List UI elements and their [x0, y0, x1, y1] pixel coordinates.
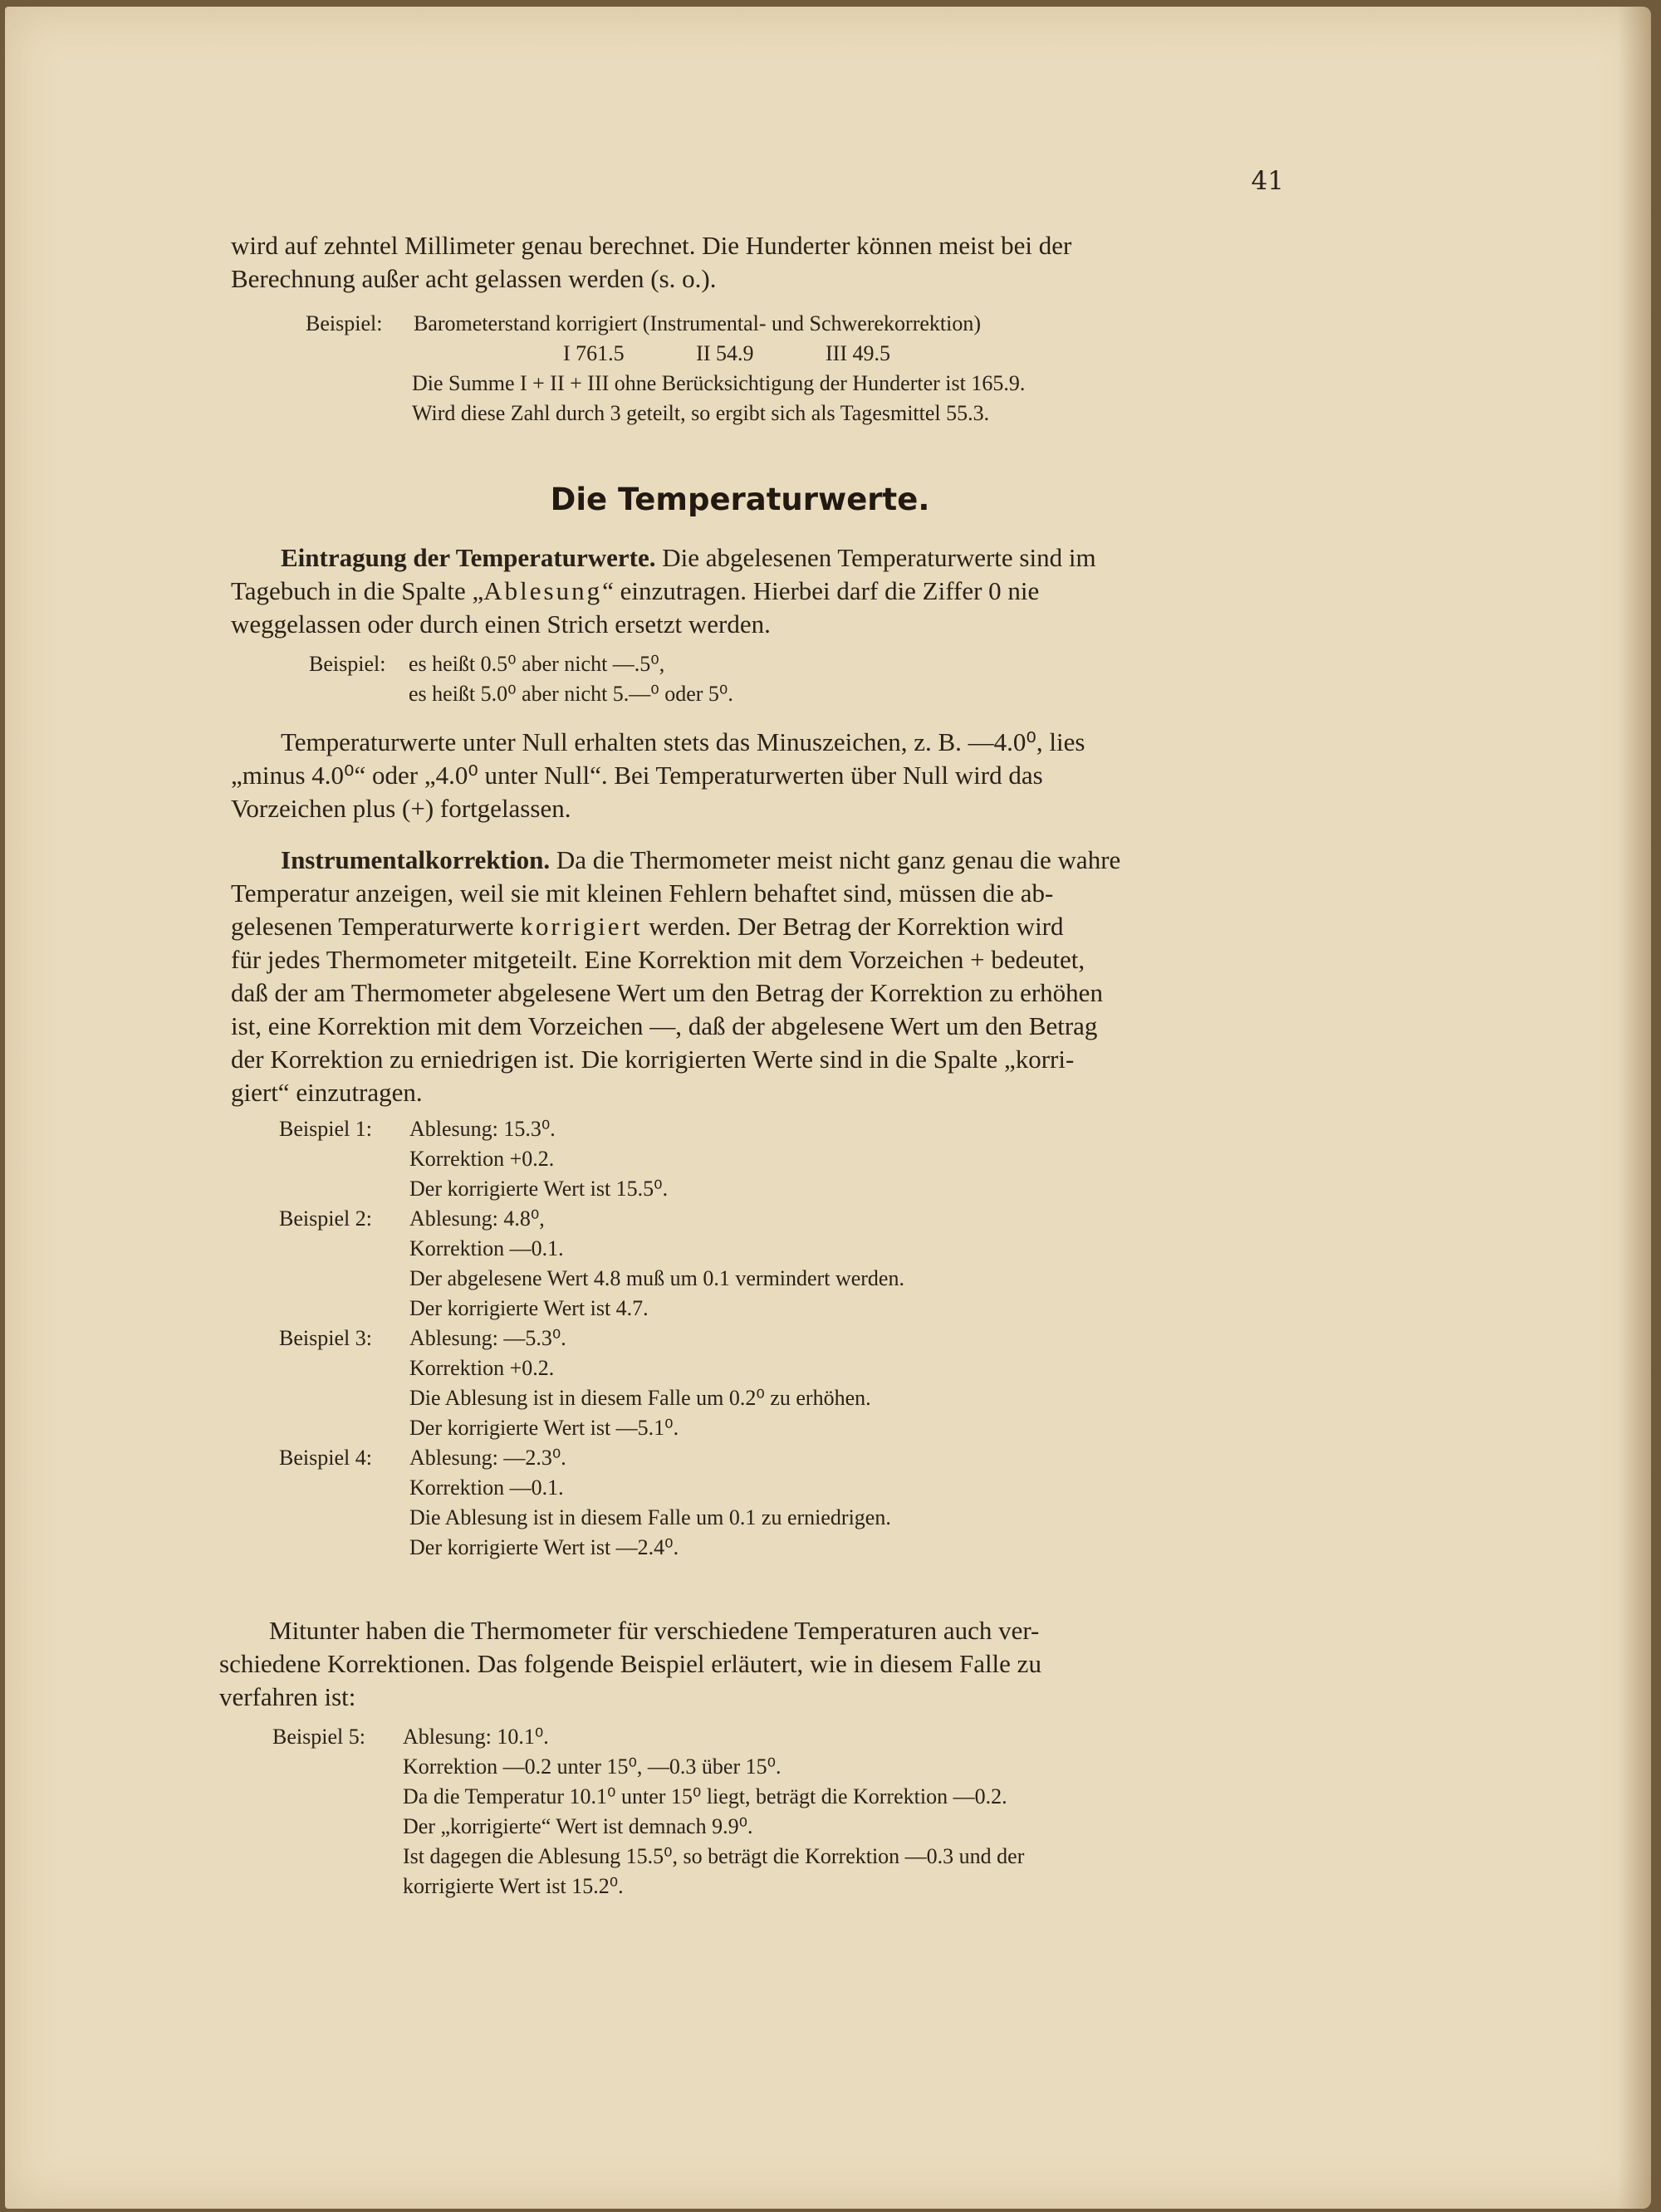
page-number: 41: [1251, 166, 1284, 196]
eintragung-spaced-word: Ablesung: [483, 576, 603, 605]
eintragung-line-1-rest: Die abgelesenen Temperaturwerte sind im: [655, 543, 1096, 572]
example-5-line: Ablesung: 10.1⁰.: [403, 1725, 549, 1749]
minus-line-1: Temperaturwerte unter Null erhalten stets das Minuszeichen, z. B. —4.0⁰, lies: [281, 727, 1085, 756]
example-1-label: Beispiel 1:: [279, 1117, 372, 1141]
barometer-example-label: Beispiel:: [306, 311, 383, 335]
example-3-line: Der korrigierte Wert ist —5.1⁰.: [409, 1416, 679, 1440]
example-4-line: Ablesung: —2.3⁰.: [409, 1446, 566, 1470]
example-1-line: Korrektion +0.2.: [409, 1147, 555, 1171]
example-5-line: korrigierte Wert ist 15.2⁰.: [403, 1874, 624, 1898]
instrumental-runin: Instrumentalkorrektion.: [281, 845, 551, 874]
barometer-example-line-3: Die Summe I + II + III ohne Berücksichtigung der Hunderter ist 165.9.: [412, 371, 1026, 395]
instrumental-line-8: giert“ einzutragen.: [231, 1078, 423, 1107]
example-3-label: Beispiel 3:: [279, 1326, 372, 1350]
ziffer-example-line-1: es heißt 0.5⁰ aber nicht —.5⁰,: [409, 652, 665, 676]
example-1-line: Der korrigierte Wert ist 15.5⁰.: [409, 1177, 669, 1201]
eintragung-runin: Eintragung der Temperaturwerte.: [281, 543, 656, 572]
mitunter-line-3: verfahren ist:: [219, 1682, 356, 1711]
eintragung-paragraph: [231, 541, 1269, 641]
eintragung-line-1: [231, 541, 1269, 575]
mitunter-line-1: Mitunter haben die Thermometer für verschiedene Temperaturen auch ver-: [269, 1616, 1040, 1645]
instrumental-line-1: [231, 844, 1269, 877]
instrumental-line-6: ist, eine Korrektion mit dem Vorzeichen —, daß der abgelesene Wert um den Betrag: [231, 1011, 1098, 1040]
example-3-line: Korrektion +0.2.: [409, 1356, 555, 1380]
instrumental-spaced-word: korrigiert: [520, 912, 643, 941]
barometer-value-1: I 761.5: [563, 341, 625, 365]
ziffer-example-label: Beispiel:: [309, 652, 386, 676]
instrumental-paragraph: [231, 844, 1269, 1109]
example-2-line: Korrektion —0.1.: [409, 1236, 564, 1260]
instrumental-line-7: der Korrektion zu erniedrigen ist. Die korrigierten Werte sind in die Spalte „korri-: [231, 1045, 1075, 1074]
instrumental-line-3-a: gelesenen Temperaturwerte: [231, 912, 521, 941]
intro-line-2: Berechnung außer acht gelassen werden (s. o.).: [231, 264, 717, 293]
minus-paragraph: [231, 726, 1269, 825]
ziffer-example-line-2: es heißt 5.0⁰ aber nicht 5.—⁰ oder 5⁰.: [409, 682, 733, 706]
minus-line-2: „minus 4.0⁰“ oder „4.0⁰ unter Null“. Bei Temperaturwerten über Null wird das: [231, 761, 1043, 790]
barometer-value-2: II 54.9: [696, 341, 754, 365]
example-2-line: Der korrigierte Wert ist 4.7.: [409, 1296, 649, 1320]
example-5-line: Ist dagegen die Ablesung 15.5⁰, so beträgt die Korrektion —0.3 und der: [403, 1844, 1025, 1868]
example-3: [279, 1324, 1276, 1443]
example-5-label: Beispiel 5:: [272, 1725, 365, 1749]
book-page: [5, 7, 1651, 2209]
barometer-example-line-1: Barometerstand korrigiert (Instrumental- und Schwerekorrektion): [414, 311, 981, 335]
example-5-line: Da die Temperatur 10.1⁰ unter 15⁰ liegt, beträgt die Korrektion —0.2.: [403, 1784, 1007, 1808]
instrumental-line-4: für jedes Thermometer mitgeteilt. Eine Korrektion mit dem Vorzeichen + bedeutet,: [231, 945, 1085, 974]
ziffer-example: [309, 649, 1056, 709]
section-heading: Die Temperaturwerte.: [550, 482, 930, 517]
intro-paragraph: [231, 229, 1269, 296]
correction-examples: [279, 1114, 1276, 1563]
eintragung-line-2: [231, 575, 1269, 608]
example-2-line: Der abgelesene Wert 4.8 muß um 0.1 vermindert werden.: [409, 1266, 904, 1290]
example-4-label: Beispiel 4:: [279, 1446, 372, 1470]
instrumental-line-2: Temperatur anzeigen, weil sie mit kleinen Fehlern behaftet sind, müssen die ab-: [231, 878, 1054, 908]
example-2-line: Ablesung: 4.8⁰,: [409, 1206, 545, 1231]
example-5-line: Korrektion —0.2 unter 15⁰, —0.3 über 15⁰.: [403, 1754, 782, 1779]
minus-line-3: Vorzeichen plus (+) fortgelassen.: [231, 794, 571, 823]
example-3-line: Ablesung: —5.3⁰.: [409, 1326, 566, 1350]
example-4: [279, 1443, 1276, 1563]
example-3-line: Die Ablesung ist in diesem Falle um 0.2⁰ zu erhöhen.: [409, 1386, 871, 1410]
intro-line-1: wird auf zehntel Millimeter genau berechnet. Die Hunderter können meist bei der: [231, 231, 1072, 260]
example-2: [279, 1204, 1276, 1324]
instrumental-line-5: daß der am Thermometer abgelesene Wert um den Betrag der Korrektion zu erhöhen: [231, 978, 1103, 1007]
example-4-line: Der korrigierte Wert ist —2.4⁰.: [409, 1535, 679, 1559]
example-5: [272, 1722, 1294, 1901]
eintragung-line-2-a: Tagebuch in die Spalte „: [231, 576, 484, 605]
barometer-value-3: III 49.5: [826, 341, 890, 365]
example-4-line: Korrektion —0.1.: [409, 1475, 564, 1500]
instrumental-line-3: [231, 910, 1269, 943]
barometer-example-line-4: Wird diese Zahl durch 3 geteilt, so ergibt sich als Tagesmittel 55.3.: [412, 401, 990, 425]
example-1: [279, 1114, 1276, 1204]
instrumental-line-1-rest: Da die Thermometer meist nicht ganz genau die wahre: [550, 845, 1121, 874]
barometer-example: [306, 309, 1286, 428]
example-5-line: Der „korrigierte“ Wert ist demnach 9.9⁰.: [403, 1814, 753, 1838]
example-4-line: Die Ablesung ist in diesem Falle um 0.1 zu erniedrigen.: [409, 1505, 891, 1529]
example-2-label: Beispiel 2:: [279, 1206, 372, 1231]
mitunter-line-2: schiedene Korrektionen. Das folgende Beispiel erläutert, wie in diesem Falle zu: [219, 1649, 1041, 1678]
mitunter-paragraph: [219, 1614, 1257, 1714]
barometer-values: [306, 339, 1286, 369]
example-1-line: Ablesung: 15.3⁰.: [409, 1117, 556, 1141]
eintragung-line-3: weggelassen oder durch einen Strich ersetzt werden.: [231, 609, 771, 639]
eintragung-line-2-b: “ einzutragen. Hierbei darf die Ziffer 0 nie: [602, 576, 1040, 605]
instrumental-line-3-b: werden. Der Betrag der Korrektion wird: [642, 912, 1064, 941]
